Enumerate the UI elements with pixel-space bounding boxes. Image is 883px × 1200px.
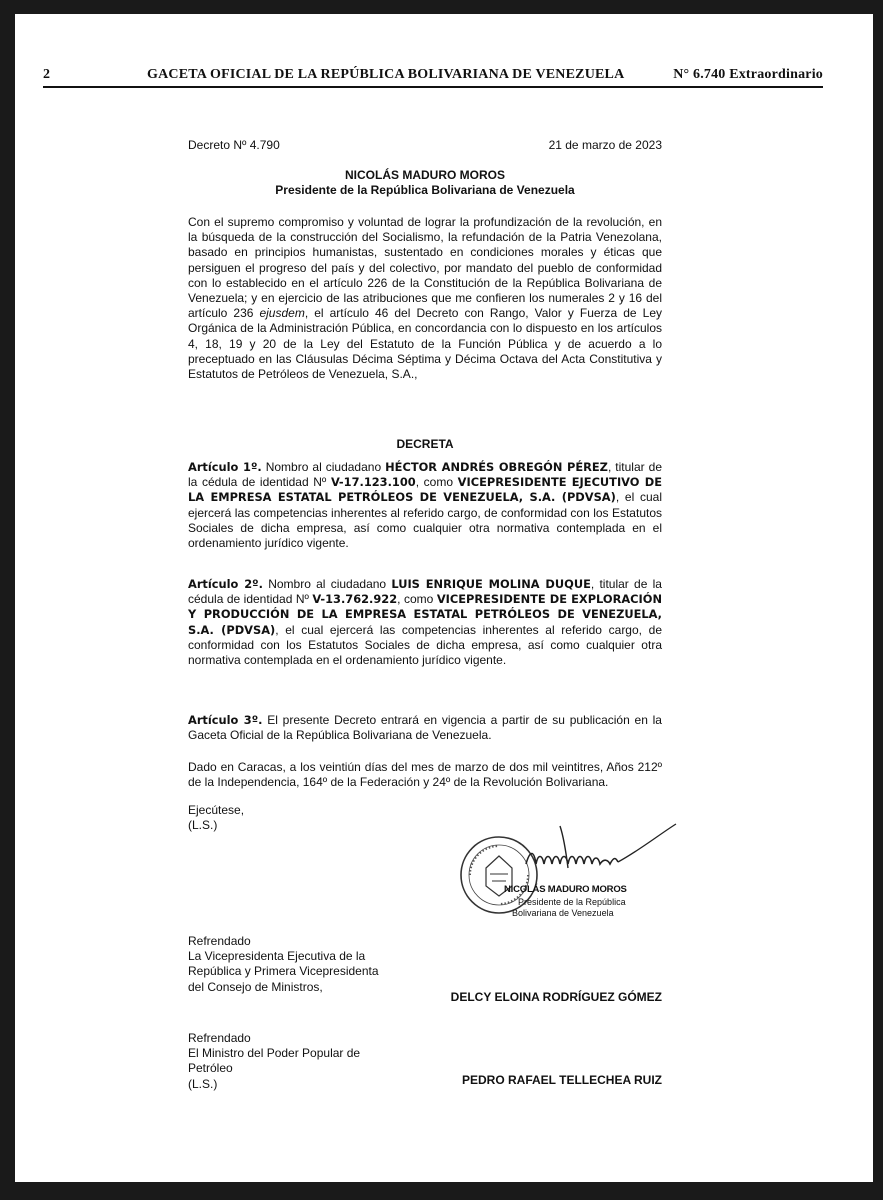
article-1-text-4: , el cual ejercerá las competencias inherentes al referido cargo, de conformidad con los Estatutos Sociales de dicha empresa, así como cualquier otra normativa contemplada en el ordenamiento jurídico vigente.: [188, 490, 663, 551]
article-3-label: Artículo 3º.: [188, 713, 263, 727]
article-2: [188, 577, 662, 668]
refrendo-1-line-1: La Vicepresidenta Ejecutiva de la: [188, 949, 366, 964]
article-2-appointee: LUIS ENRIQUE MOLINA DUQUE: [391, 577, 591, 591]
preamble-part-1: Con el supremo compromiso y voluntad de lograr la profundización de la revolución, en la búsqueda de la construcción del Socialismo, la refundación de la Patria Venezolana, basado en principios humanistas, sustentado en condiciones morales y éticas que persiguen el progreso del país y del colectivo, por mandato del pueblo de conformidad con lo establecido en el artículo 226 de la Constitución de la República Bolivariana de Venezuela; y en ejercicio de las atribuciones que me confieren los numerales 2 y 16 del artículo 236: [188, 215, 662, 321]
article-1-text-2: , titular de la cédula de identidad Nº: [188, 460, 662, 490]
preamble: [188, 215, 662, 382]
refrendo-vicepresidenta: [188, 934, 662, 995]
refrendo-1-name: DELCY ELOINA RODRÍGUEZ GÓMEZ: [450, 990, 662, 1004]
running-header: [43, 62, 823, 88]
page-number: 2: [43, 67, 51, 82]
article-1-text-1: Nombro al ciudadano: [261, 460, 386, 474]
seal-ls: (L.S.): [188, 818, 218, 833]
signatory-name: NICOLÁS MADURO MOROS: [504, 884, 627, 895]
issue-number: N° 6.740 Extraordinario: [673, 67, 823, 82]
article-2-text-3: , como: [397, 592, 437, 607]
issuer-block: [188, 168, 662, 198]
preamble-ejusdem: ejusdem: [259, 306, 305, 321]
signatory-role-line-2: Bolivariana de Venezuela: [512, 908, 614, 918]
refrendo-1-line-3: del Consejo de Ministros,: [188, 979, 323, 994]
handwritten-signature-icon: [520, 820, 680, 880]
article-1-position: VICEPRESIDENTE EJECUTIVO DE LA EMPRESA ESTATAL PETRÓLEOS DE VENEZUELA, S.A. (PDVSA): [188, 475, 662, 505]
article-1: [188, 460, 662, 551]
article-3-text-1: El presente Decreto entrará en vigencia a partir de su publicación en la Gaceta Oficial de la República Bolivariana de Venezuela.: [188, 713, 662, 743]
decreta-heading: DECRETA: [396, 437, 454, 451]
decree-header-line: [188, 138, 662, 153]
preamble-part-2: , el artículo 46 del Decreto con Rango, Valor y Fuerza de Ley Orgánica de la Administración Pública, en concordancia con lo dispuesto en los artículos 4, 18, 19 y 20 de la Ley del Estatuto de la Función Pública y de acuerdo a lo preceptuado en las Cláusulas Décima Séptima y Décima Octava del Acta Constitutiva y Estatutos de Petróleos de Venezuela, S.A.,: [188, 306, 662, 382]
bottom-edge: [0, 1182, 883, 1200]
article-2-position: VICEPRESIDENTE DE EXPLORACIÓN Y PRODUCCIÓN DE LA EMPRESA ESTATAL PETRÓLEOS DE VENEZUELA, S.A. (PDVSA): [188, 592, 662, 637]
article-2-id: V-13.762.922: [312, 592, 398, 607]
signatory-role-line-1: Presidente de la República: [518, 897, 626, 907]
refrendo-2-name: PEDRO RAFAEL TELLECHEA RUIZ: [461, 1073, 662, 1087]
decree-date: 21 de marzo de 2023: [548, 138, 662, 152]
dado-en-caracas: Dado en Caracas, a los veintiún días del mes de marzo de dos mil veintitres, Años 212º de la Independencia, 164º de la Federación y 24º de la Revolución Bolivariana.: [188, 760, 662, 790]
refrendo-1-line-2: República y Primera Vicepresidenta: [188, 964, 379, 979]
refrendo-2-line-2: Petróleo: [188, 1061, 233, 1076]
article-3: [188, 713, 662, 743]
issuer-name: NICOLÁS MADURO MOROS: [345, 168, 505, 182]
article-1-label: Artículo 1º.: [188, 460, 262, 474]
refrendo-1-label: Refrendado: [188, 934, 251, 948]
article-2-text-2: , titular de la cédula de identidad Nº: [188, 577, 662, 607]
article-2-label: Artículo 2º.: [188, 577, 263, 591]
article-1-text-3: , como: [415, 475, 458, 490]
header-rule: [43, 86, 823, 88]
ejecutese: Ejecútese,: [188, 803, 245, 817]
issuer-title: Presidente de la República Bolivariana de Venezuela: [275, 183, 575, 198]
article-2-text-4: , el cual ejercerá las competencias inherentes al referido cargo, de conformidad con los Estatutos Sociales de dicha empresa, así como cualquier otra normativa contemplada en el ordenamiento jurídico vigente.: [188, 622, 662, 668]
article-1-appointee: HÉCTOR ANDRÉS OBREGÓN PÉREZ: [385, 460, 608, 474]
gazette-title: GACETA OFICIAL DE LA REPÚBLICA BOLIVARIANA DE VENEZUELA: [147, 67, 625, 82]
article-2-text-1: Nombro al ciudadano: [262, 577, 392, 591]
refrendo-2-label: Refrendado: [188, 1031, 251, 1045]
refrendo-2-ls: (L.S.): [188, 1076, 218, 1091]
refrendo-2-line-1: El Ministro del Poder Popular de: [188, 1046, 361, 1061]
article-1-id: V-17.123.100: [330, 475, 416, 490]
decree-number: Decreto Nº 4.790: [188, 138, 280, 152]
